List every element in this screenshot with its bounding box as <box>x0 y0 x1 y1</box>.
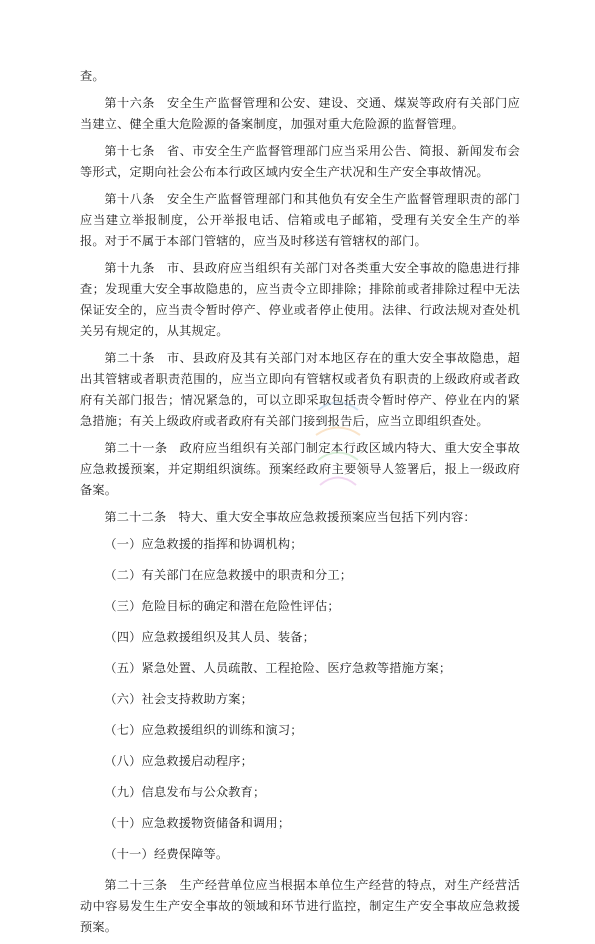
list-item: （三）危险目标的确定和潜在危险性评估； <box>104 599 340 613</box>
article-text: 安全生产监督管理和公安、建设、交通、煤炭等政府有关部门应当建立、健全重大危险源的备案制度，加强对重大危险源的监督管理。 <box>80 96 520 131</box>
list-item: （五）紧急处置、人员疏散、工程抢险、医疗急救等措施方案； <box>104 661 452 675</box>
list-item: （二）有关部门在应急救援中的职责和分工； <box>104 568 353 582</box>
article-text: 市、县政府及其有关部门对本地区存在的重大安全事故隐患，超出其管辖或者职责范围的，应当立即向有管辖权或者负有职责的上级政府或者政府有关部门报告；情况紧急的，可以立即采取包括责令暂时停产、停业在内的紧急措施；有关上级政府或者政府有关部门接到报告后，应当立即组织查处。 <box>80 351 520 428</box>
article-18 <box>80 189 520 252</box>
article-text: 生产经营单位应当根据本单位生产经营的特点，对生产经营活动中容易发生生产安全事故的领域和环节进行监控，制定生产安全事故应急救援预案。 <box>80 878 521 934</box>
list-item: （十）应急救援物资储备和调用； <box>104 816 291 830</box>
article-16 <box>80 93 520 135</box>
article-number: 第十八条 <box>104 192 155 206</box>
article-number: 第十六条 <box>104 96 155 110</box>
article-23 <box>80 875 520 938</box>
article-17 <box>80 141 520 183</box>
list-item: （六）社会支持救助方案； <box>104 692 254 706</box>
list-item: （九）信息发布与公众教育； <box>104 785 266 799</box>
document-body <box>80 66 520 944</box>
article-number: 第二十条 <box>104 351 155 365</box>
list-item: （十一）经费保障等。 <box>104 847 229 861</box>
article-20 <box>80 348 520 432</box>
lead-text: 查。 <box>80 69 105 83</box>
article-number: 第十七条 <box>104 144 155 158</box>
list-item: （四）应急救援组织及其人员、装备； <box>104 630 315 644</box>
contents-list <box>80 534 520 865</box>
article-number: 第二十二条 <box>104 510 167 524</box>
article-text: 省、市安全生产监督管理部门应当采用公告、简报、新闻发布会等形式，定期向社会公布本行政区域内安全生产状况和生产安全事故情况。 <box>80 144 520 179</box>
article-text: 政府应当组织有关部门制定本行政区域内特大、重大安全事故应急救援预案，并定期组织演练。预案经政府主要领导人签署后，报上一级政府备案。 <box>80 441 521 497</box>
article-text: 市、县政府应当组织有关部门对各类重大安全事故的隐患进行排查；发现重大安全事故隐患的，应当责令立即排除；排除前或者排除过程中无法保证安全的，应当责令暂时停产、停业或者停止使用。法律、行政法规对查处机关另有规定的，从其规定。 <box>80 261 520 338</box>
article-number: 第二十三条 <box>104 878 168 892</box>
list-item: （七）应急救援组织的训练和演习； <box>104 723 303 737</box>
article-22 <box>80 507 520 528</box>
list-item: （一）应急救援的指挥和协调机构； <box>104 537 303 551</box>
article-text: 特大、重大安全事故应急救援预案应当包括下列内容： <box>178 510 476 524</box>
article-number: 第二十一条 <box>104 441 168 455</box>
article-21 <box>80 438 520 501</box>
article-number: 第十九条 <box>104 261 155 275</box>
article-19 <box>80 258 520 342</box>
list-item: （八）应急救援启动程序； <box>104 754 254 768</box>
article-text: 安全生产监督管理部门和其他负有安全生产监督管理职责的部门应当建立举报制度，公开举报电话、信箱或电子邮箱，受理有关安全生产的举报。对于不属于本部门管辖的，应当及时移送有管辖权的部门。 <box>80 192 520 248</box>
